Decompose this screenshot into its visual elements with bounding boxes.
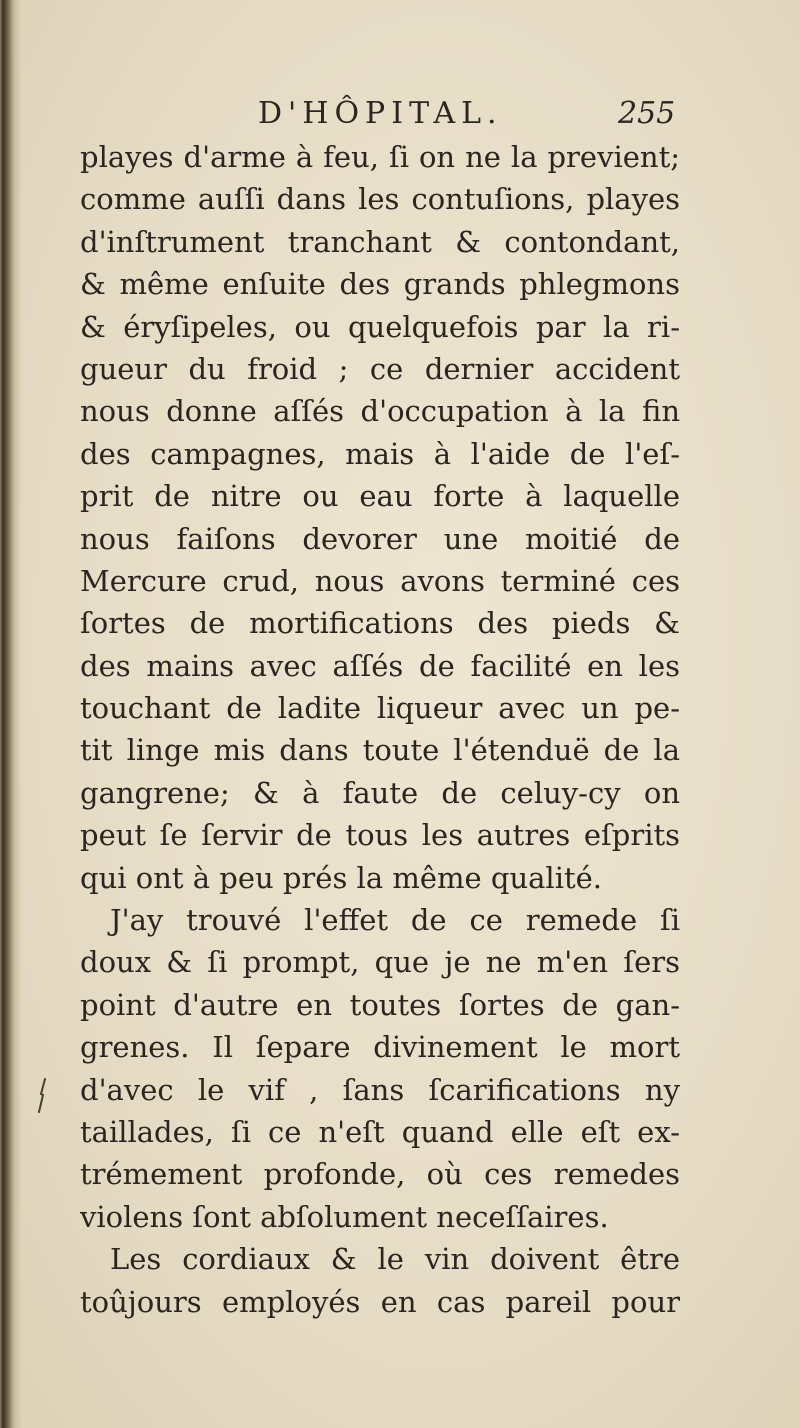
text-line: & même enſuite des grands phlegmons bbox=[80, 267, 680, 302]
text-line: peut ſe ſervir de tous les autres eſprits bbox=[80, 818, 680, 853]
text-line: toûjours employés en cas pareil pour bbox=[80, 1284, 680, 1319]
text-line: Mercure crud, nous avons terminé ces bbox=[80, 563, 680, 598]
running-head bbox=[0, 96, 800, 136]
text-line: gangrene; & à faute de celuy-cy on bbox=[80, 775, 680, 810]
margin-annotation-mark bbox=[36, 1078, 50, 1114]
text-line: d'avec le vif , ſans ſcarifications ny bbox=[80, 1072, 680, 1107]
text-line: taillades, ſi ce n'eſt quand elle eſt ex- bbox=[80, 1114, 680, 1149]
text-line: comme auſſi dans les contuſions, playes bbox=[80, 182, 680, 217]
text-line: touchant de ladite liqueur avec un pe- bbox=[80, 691, 680, 726]
text-line: gueur du froid ; ce dernier accident bbox=[80, 351, 680, 386]
text-line: J'ay trouvé l'effet de ce remede ſi bbox=[110, 903, 680, 938]
page-gutter bbox=[0, 0, 22, 1428]
text-line: tit linge mis dans toute l'étenduë de la bbox=[80, 733, 680, 768]
text-line: Les cordiaux & le vin doivent être bbox=[110, 1242, 680, 1277]
text-line: trémement profonde, où ces remedes bbox=[80, 1157, 680, 1192]
text-line: nous faiſons devorer une moitié de bbox=[80, 521, 680, 556]
running-head-title: D'HÔPITAL. bbox=[258, 96, 503, 131]
text-line: violens ſont abſolument neceſſaires. bbox=[80, 1199, 609, 1234]
page-text bbox=[80, 136, 680, 1323]
text-line: nous donne aſſés d'occupation à la fin bbox=[80, 394, 680, 429]
text-line: & éryſipeles, ou quelquefois par la ri- bbox=[80, 309, 680, 344]
text-line: point d'autre en toutes ſortes de gan- bbox=[80, 987, 680, 1022]
page-number: 255 bbox=[618, 96, 676, 131]
text-line: d'inſtrument tranchant & contondant, bbox=[80, 224, 680, 259]
text-line: des campagnes, mais à l'aide de l'eſ- bbox=[80, 436, 680, 471]
text-line: doux & ſi prompt, que je ne m'en ſers bbox=[80, 945, 680, 980]
text-line: qui ont à peu prés la même qualité. bbox=[80, 860, 602, 895]
text-line: prit de nitre ou eau forte à laquelle bbox=[80, 479, 680, 514]
text-line: des mains avec aſſés de facilité en les bbox=[80, 648, 680, 683]
text-line: playes d'arme à feu, ſi on ne la previent; bbox=[80, 140, 680, 174]
text-line: ſortes de mortifications des pieds & bbox=[80, 606, 680, 641]
text-line: grenes. Il ſepare divinement le mort bbox=[80, 1030, 680, 1065]
